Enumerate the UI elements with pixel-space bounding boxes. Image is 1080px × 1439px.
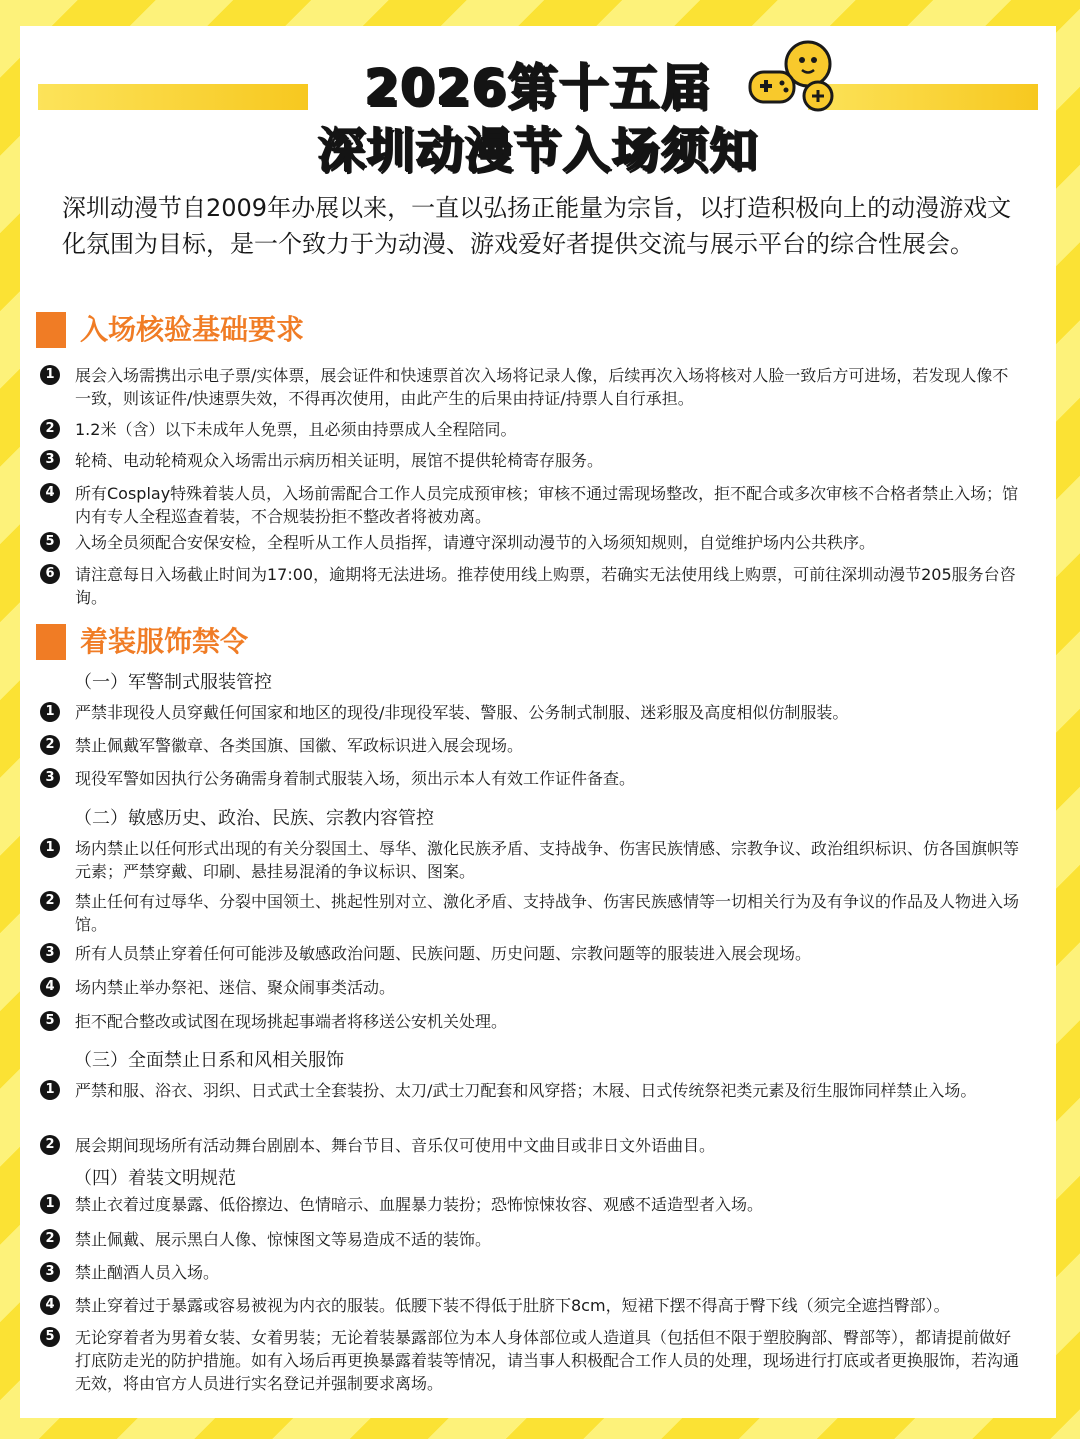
list-item-text: 拒不配合整改或试图在现场挑起事端者将移送公安机关处理。 — [75, 1012, 508, 1031]
list-item — [40, 1079, 1024, 1102]
subsection-title: （一）军警制式服装管控 — [74, 672, 272, 693]
number-badge: 1 — [40, 838, 60, 858]
intro-paragraph: 深圳动漫节自2009年办展以来，一直以弘扬正能量为宗旨，以打造积极向上的动漫游戏文化氛围为目标，是一个致力于为动漫、游戏爱好者提供交流与展示平台的综合性展会。 — [62, 194, 1012, 258]
list-item — [40, 1193, 1024, 1216]
notice-card — [20, 26, 1056, 1418]
list-item — [40, 1326, 1024, 1395]
section-heading-text: 入场核验基础要求 — [80, 313, 305, 346]
list-item-text: 轮椅、电动轮椅观众入场需出示病历相关证明，展馆不提供轮椅寄存服务。 — [75, 451, 604, 470]
subsection-title: （二）敏感历史、政治、民族、宗教内容管控 — [74, 808, 434, 829]
list-item — [40, 767, 1024, 790]
number-badge: 3 — [40, 450, 60, 470]
list-item-text: 1.2米（含）以下未成年人免票，且必须由持票成人全程陪同。 — [75, 420, 517, 439]
list-item-text: 展会入场需携出示电子票/实体票，展会证件和快速票首次入场将记录人像，后续再次入场将核对人脸一致后方可进场，若发现人像不一致，则该证件/快速票失效，不得再次使用，由此产生的后果由持证/持票人自行承担。 — [75, 366, 1009, 408]
list-item — [40, 890, 1024, 936]
list-item-text: 严禁非现役人员穿戴任何国家和地区的现役/非现役军装、警服、公务制式制服、迷彩服及高度相似仿制服装。 — [75, 703, 849, 722]
number-badge: 4 — [40, 977, 60, 997]
section-heading-bar — [36, 624, 66, 660]
list-item-text: 严禁和服、浴衣、羽织、日式武士全套装扮、太刀/武士刀配套和风穿搭；木屐、日式传统祭祀类元素及衍生服饰同样禁止入场。 — [75, 1081, 977, 1100]
subsection-title: （三）全面禁止日系和风相关服饰 — [74, 1050, 344, 1071]
section-heading-bar — [36, 312, 66, 348]
list-item — [40, 418, 1024, 441]
number-badge: 3 — [40, 1262, 60, 1282]
list-item — [40, 1261, 1024, 1284]
number-badge: 1 — [40, 365, 60, 385]
number-badge: 5 — [40, 532, 60, 552]
list-item-text: 禁止酗酒人员入场。 — [75, 1263, 220, 1282]
list-item — [40, 1134, 1024, 1157]
list-item — [40, 701, 1024, 724]
list-item-text: 展会期间现场所有活动舞台剧剧本、舞台节目、音乐仅可使用中文曲目或非日文外语曲目。 — [75, 1136, 716, 1155]
list-item-text: 禁止佩戴军警徽章、各类国旗、国徽、军政标识进入展会现场。 — [75, 736, 524, 755]
section-heading-text: 着装服饰禁令 — [80, 625, 249, 658]
list-item — [40, 942, 1024, 965]
list-item — [40, 364, 1024, 410]
page-title-line2: 深圳动漫节入场须知 — [317, 123, 759, 179]
list-item — [40, 1228, 1024, 1251]
number-badge: 4 — [40, 1295, 60, 1315]
list-item-text: 禁止任何有过辱华、分裂中国领土、挑起性别对立、激化矛盾、支持战争、伤害民族感情等一切相关行为及有争议的作品及人物进入场馆。 — [75, 892, 1020, 934]
number-badge: 2 — [40, 1135, 60, 1155]
number-badge: 4 — [40, 483, 60, 503]
list-item — [40, 531, 1024, 554]
page-title-line1: 2026第十五届 — [364, 59, 712, 117]
list-item-text: 所有Cosplay特殊着装人员，入场前需配合工作人员完成预审核；审核不通过需现场整改，拒不配合或多次审核不合格者禁止入场；馆内有专人全程巡查着装，不合规装扮拒不整改者将被劝离。 — [75, 484, 1019, 526]
list-item — [40, 449, 1024, 472]
list-item-text: 场内禁止举办祭祀、迷信、聚众闹事类活动。 — [75, 978, 396, 997]
list-item — [40, 1010, 1024, 1033]
subsection-title: （四）着装文明规范 — [74, 1168, 236, 1189]
list-item-text: 入场全员须配合安保安检，全程听从工作人员指挥，请遵守深圳动漫节的入场须知规则，自觉维护场内公共秩序。 — [75, 533, 876, 552]
number-badge: 3 — [40, 943, 60, 963]
number-badge: 2 — [40, 419, 60, 439]
list-item-text: 无论穿着者为男着女装、女着男装；无论着装暴露部位为本人身体部位或人造道具（包括但不限于塑胶胸部、臀部等），都请提前做好打底防走光的防护措施。如有入场后再更换暴露着装等情况，请当事人积极配合工作人员的处理，现场进行打底或者更换服饰，若沟通无效，将由官方人员进行实名登记并强制要求离场。 — [75, 1328, 1020, 1393]
number-badge: 2 — [40, 1229, 60, 1249]
number-badge: 2 — [40, 891, 60, 911]
list-item-text: 禁止衣着过度暴露、低俗擦边、色情暗示、血腥暴力装扮；恐怖惊悚妆容、观感不适造型者入场。 — [75, 1195, 764, 1214]
list-item — [40, 837, 1024, 883]
list-item-text: 禁止穿着过于暴露或容易被视为内衣的服装。低腰下装不得低于肚脐下8cm，短裙下摆不得高于臀下线（须完全遮挡臀部）。 — [75, 1296, 950, 1315]
number-badge: 6 — [40, 564, 60, 584]
list-item — [40, 734, 1024, 757]
number-badge: 5 — [40, 1011, 60, 1031]
list-item — [40, 976, 1024, 999]
list-item-text: 所有人员禁止穿着任何可能涉及敏感政治问题、民族问题、历史问题、宗教问题等的服装进入展会现场。 — [75, 944, 812, 963]
list-item — [40, 563, 1024, 609]
number-badge: 3 — [40, 768, 60, 788]
list-item — [40, 1294, 1024, 1317]
list-item-text: 请注意每日入场截止时间为17:00，逾期将无法进场。推荐使用线上购票，若确实无法使用线上购票，可前往深圳动漫节205服务台咨询。 — [75, 565, 1016, 607]
list-item-text: 现役军警如因执行公务确需身着制式服装入场，须出示本人有效工作证件备查。 — [75, 769, 636, 788]
number-badge: 1 — [40, 702, 60, 722]
number-badge: 2 — [40, 735, 60, 755]
number-badge: 1 — [40, 1194, 60, 1214]
list-item-text: 禁止佩戴、展示黑白人像、惊悚图文等易造成不适的装饰。 — [75, 1230, 492, 1249]
list-item — [40, 482, 1024, 528]
number-badge: 1 — [40, 1080, 60, 1100]
number-badge: 5 — [40, 1327, 60, 1347]
gamepad-mascot-icon — [746, 38, 842, 114]
list-item-text: 场内禁止以任何形式出现的有关分裂国土、辱华、激化民族矛盾、支持战争、伤害民族情感、宗教争议、政治组织标识、仿各国旗帜等元素；严禁穿戴、印刷、悬挂易混淆的争议标识、图案。 — [75, 839, 1020, 881]
